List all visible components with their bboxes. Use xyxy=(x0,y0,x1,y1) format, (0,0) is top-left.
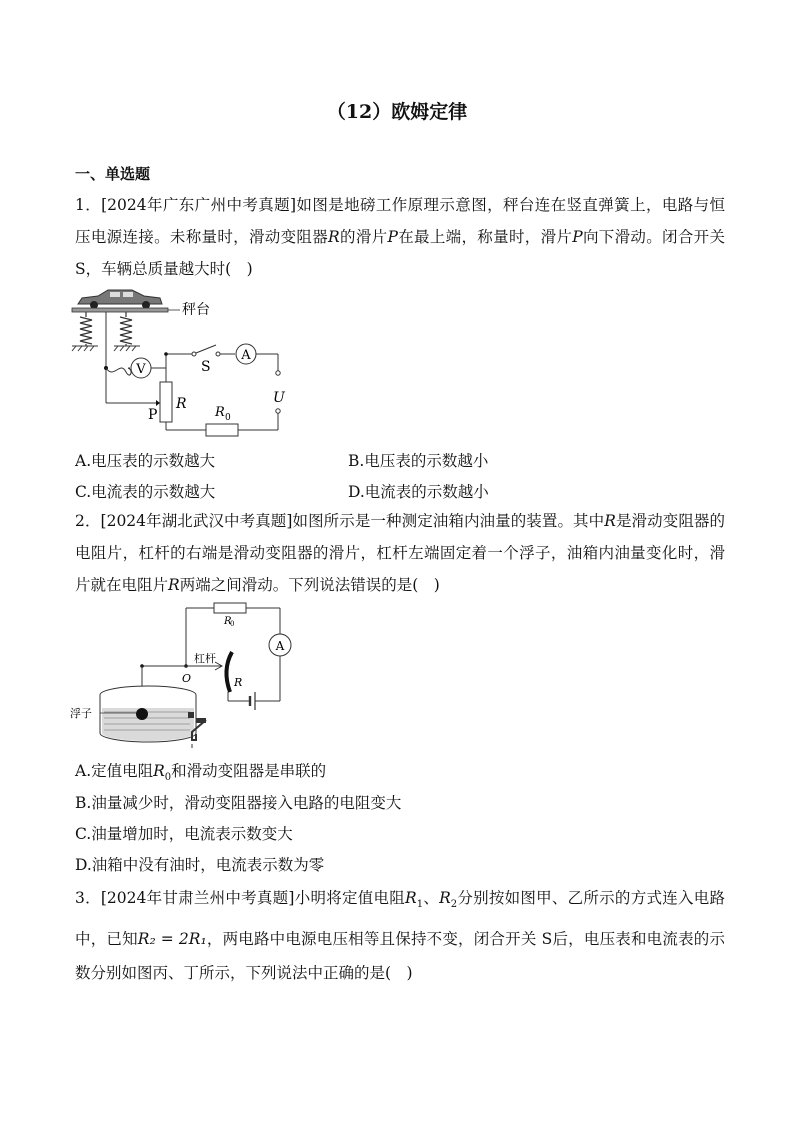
q2-text-2: 是滑动变阻器的电阻片，杠杆的右端是滑动变阻器的滑片，杠杆左端固定着一个浮子，油箱内油量变化时，滑片就在电阻片 xyxy=(75,512,725,594)
q2-option-c[interactable]: C.油量增加时，电流表示数变大 xyxy=(75,825,293,843)
q1-text-2: 的滑片 xyxy=(339,228,388,246)
pivot-label: O xyxy=(182,672,192,685)
q2-option-a-suffix: 和滑动变阻器是串联的 xyxy=(171,762,327,780)
q3-equation: R₂ = 2R₁ xyxy=(137,930,207,949)
section-heading: 一、单选题 xyxy=(75,165,151,183)
q2-option-a-var: R xyxy=(153,762,165,780)
car-icon xyxy=(78,290,162,309)
ammeter-label: A xyxy=(275,639,285,653)
question-3-stem xyxy=(75,881,725,990)
question-1-stem xyxy=(75,189,725,285)
q1-var-p: P xyxy=(387,228,398,246)
q1-var-r: R xyxy=(328,228,340,246)
q3-text-3: ，两电路中电源电压相等且保持不变，闭合开关 S后，电压表和电流表的示数分别如图丙、丁所示，下列说法中正确的是( ) xyxy=(75,930,725,983)
q3-r2-sub: 2 xyxy=(450,899,458,911)
float-icon xyxy=(136,708,148,720)
q2-var-r2: R xyxy=(168,576,180,594)
resistor-r0 xyxy=(206,424,238,436)
float-label: 浮子 xyxy=(70,707,92,720)
rheostat-label: R xyxy=(234,676,243,689)
source-terminal-bottom xyxy=(276,409,280,413)
weighbridge-circuit-figure xyxy=(68,284,298,444)
resistor-label: R xyxy=(224,616,232,627)
platform xyxy=(72,308,168,312)
q1-text-3: 在最上端，称量时，滑片 xyxy=(397,228,573,246)
resistor-subscript: 0 xyxy=(230,620,235,628)
q2-option-a-sub: 0 xyxy=(164,772,172,784)
q3-r1: R xyxy=(405,889,417,907)
q3-sep: 、 xyxy=(423,889,440,907)
rheostat-arc xyxy=(226,652,232,692)
slider-arrow-icon xyxy=(156,400,160,406)
q2-var-r: R xyxy=(604,512,616,530)
switch-label: S xyxy=(201,359,211,375)
q3-r2: R xyxy=(439,889,451,907)
platform-label: 秤台 xyxy=(182,302,210,318)
q2-option-d[interactable]: D.油箱中没有油时，电流表示数为零 xyxy=(75,856,325,874)
q3-text-2: 分别按如图甲、乙所示的方式连入电路中，已知 xyxy=(75,889,725,949)
source-label: U xyxy=(273,390,285,406)
voltmeter-label: V xyxy=(136,362,146,377)
q3-r1-sub: 1 xyxy=(416,899,424,911)
slider-label: P xyxy=(148,407,158,423)
ammeter-label: A xyxy=(241,348,251,363)
q1-text-4: 向下滑动。闭合开关 S，车辆总质量越大时( ) xyxy=(75,228,725,278)
q1-text-1: 1．[2024年广东广州中考真题]如图是地磅工作原理示意图，秤台连在竖直弹簧上，电路与恒压电源连接。未称量时，滑动变阻器 xyxy=(75,196,725,246)
q1-option-c[interactable]: C.电流表的示数越大 xyxy=(75,483,216,501)
spring-right xyxy=(120,312,132,346)
page-title: （12）欧姆定律 xyxy=(326,101,468,123)
source-terminal-top xyxy=(276,371,280,375)
q1-var-p2: P xyxy=(572,228,583,246)
switch xyxy=(196,345,216,353)
lever-label: 杠杆 xyxy=(194,652,216,665)
question-2-stem xyxy=(75,505,725,601)
spring-left xyxy=(80,312,92,346)
q1-option-d[interactable]: D.电流表的示数越小 xyxy=(348,483,489,501)
q2-option-a-prefix: A.定值电阻 xyxy=(75,762,154,780)
rheostat-r xyxy=(160,382,172,422)
resistor-subscript: 0 xyxy=(225,413,231,423)
q3-text-1: 3．[2024年甘肃兰州中考真题]小明将定值电阻 xyxy=(75,889,406,907)
q2-text-1: 2．[2024年湖北武汉中考真题]如图所示是一种测定油箱内油量的装置。其中 xyxy=(75,512,605,530)
q2-option-a[interactable] xyxy=(75,759,326,783)
q2-text-3: 两端之间滑动。下列说法错误的是( ) xyxy=(179,576,440,594)
q1-option-b[interactable]: B.电压表的示数越小 xyxy=(348,452,489,470)
rheostat-label: R xyxy=(176,396,187,412)
q2-option-b[interactable]: B.油量减少时，滑动变阻器接入电路的电阻变大 xyxy=(75,794,402,812)
resistor-label: R xyxy=(215,405,225,420)
resistor-r0 xyxy=(214,603,246,613)
fuel-gauge-circuit-figure xyxy=(70,600,300,750)
q1-option-a[interactable]: A.电压表的示数越大 xyxy=(75,452,216,470)
